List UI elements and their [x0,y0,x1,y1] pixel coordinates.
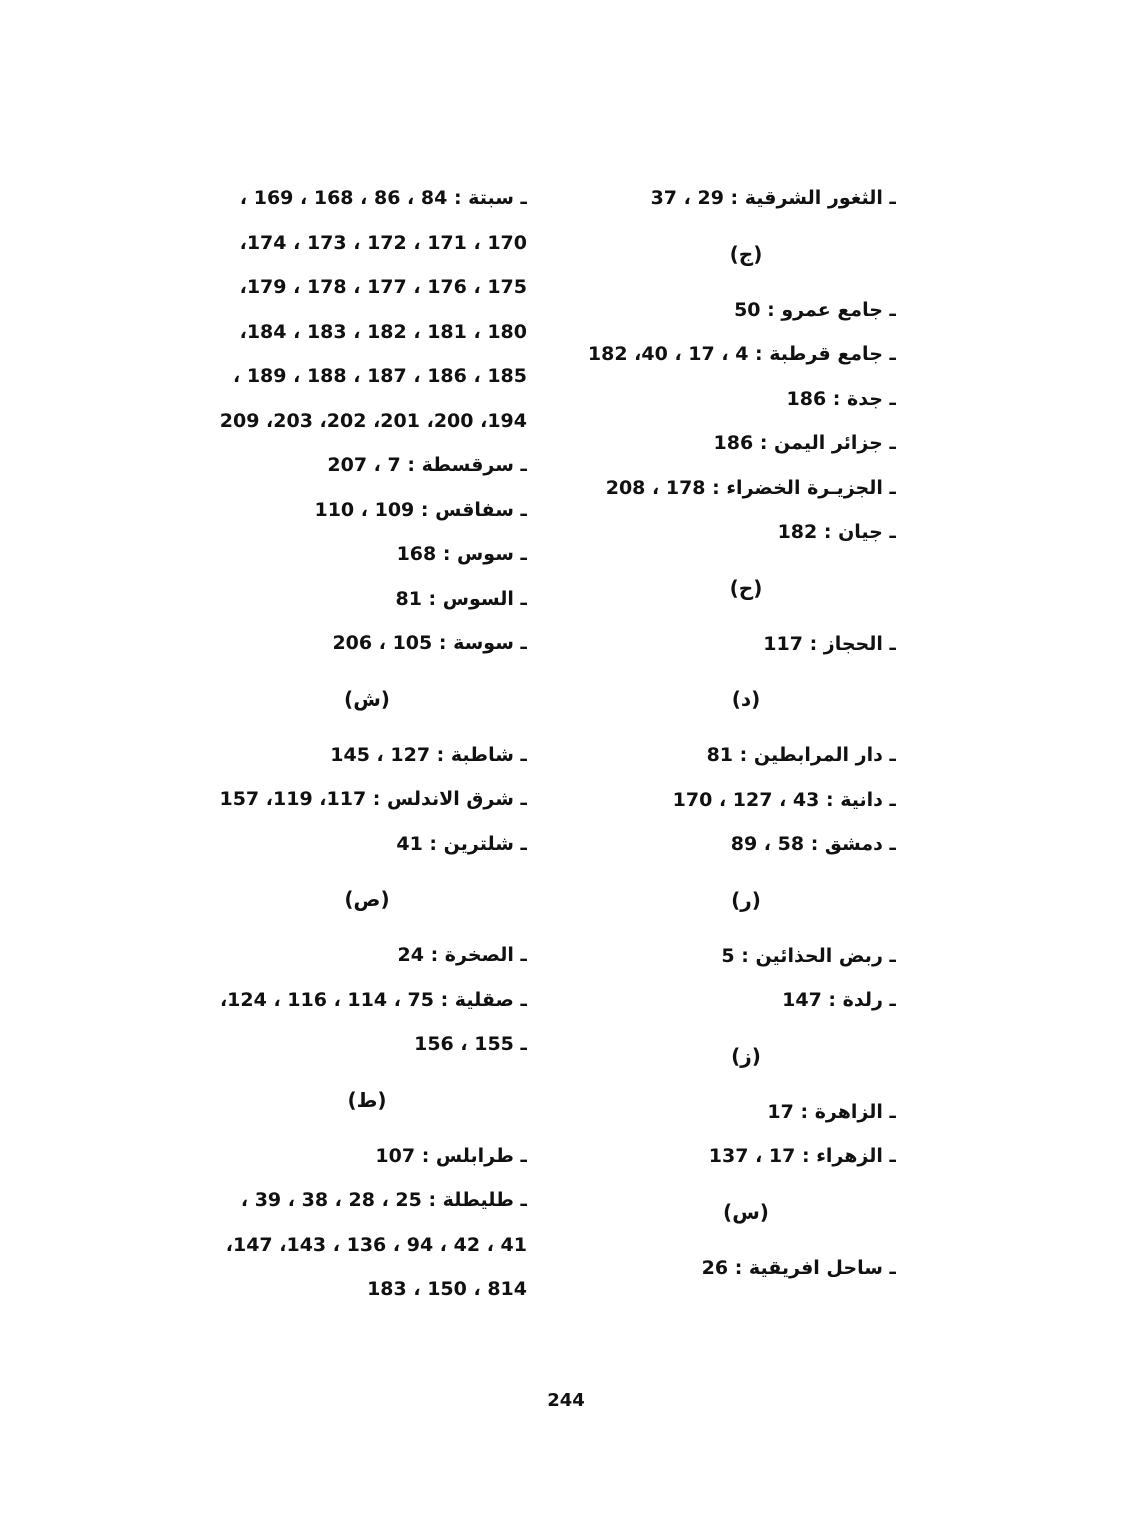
letter-heading-dal: (د) [731,687,761,711]
letter-heading-sad: (ص) [344,887,390,911]
letter-heading-sin: (س) [723,1199,769,1224]
index-entry: ـ شاطبة : 127 ، 145 [330,743,527,766]
index-entry: ـ جزائر اليمن : 186 [713,432,896,454]
index-entry: ـ دمشق : 58 ، 89 [730,833,896,855]
index-entry: ـ الحجاز : 117 [763,632,896,655]
index-entry: ـ دار المرابطين : 81 [706,744,896,766]
index-entry: 170 ، 171 ، 172 ، 173 ، 174، [239,231,527,254]
index-entry: ـ السوس : 81 [395,587,527,610]
index-column-left [87,176,527,1312]
page-number: 244 [547,1390,585,1411]
index-entry: ـ الثغور الشرقية : 29 ، 37 [650,187,896,209]
index-entry: ـ جامع عمرو : 50 [734,298,896,321]
letter-heading-ha: (ح) [729,575,763,600]
letter-heading-jim: (ج) [729,241,763,266]
letter-heading-ta: (ط) [347,1087,387,1112]
index-entry: ـ صقلية : 75 ، 114 ، 116 ، 124، [219,988,527,1011]
letter-heading-ra: (ر) [731,887,761,912]
index-entry: ـ سوسة : 105 ، 206 [332,632,527,654]
index-entry: ـ دانية : 43 ، 127 ، 170 [672,788,896,811]
index-entry: ـ الزهراء : 17 ، 137 [708,1145,896,1167]
index-entry: ـ سوس : 168 [396,543,527,565]
index-entry: ـ رلدة : 147 [782,989,896,1011]
index-entry: ـ جدة : 186 [786,387,896,410]
letter-heading-zay: (ز) [731,1043,761,1068]
index-entry: ـ 155 ، 156 [414,1033,527,1055]
index-entry: ـ شلترين : 41 [396,832,527,855]
index-entry: 180 ، 181 ، 182 ، 183 ، 184، [239,320,527,343]
index-entry: ـ الجزيـرة الخضراء : 178 ، 208 [605,476,896,499]
index-entry: ـ سفاقس : 109 ، 110 [314,498,527,521]
index-entry: ـ شرق الاندلس : 117، 119، 157 [219,788,527,810]
index-entry: ـ سبتة : 84 ، 86 ، 168 ، 169 ، [239,187,527,209]
index-entry: ـ الصخرة : 24 [397,944,527,966]
index-entry: ـ ربض الحذائين : 5 [721,944,896,967]
index-entry: ـ الزاهرة : 17 [767,1100,896,1123]
index-entry: 175 ، 176 ، 177 ، 178 ، 179، [239,276,527,298]
index-entry: 185 ، 186 ، 187 ، 188 ، 189 ، [232,365,527,387]
index-entry: ـ طليطلة : 25 ، 28 ، 38 ، 39 ، [240,1189,527,1211]
index-entry: ـ ساحل افريقية : 26 [701,1256,896,1279]
index-entry: ـ جيان : 182 [777,521,896,543]
index-entry: 41 ، 42 ، 94 ، 136 ، 143، 147، [225,1233,527,1256]
index-entry: 814 ، 150 ، 183 [367,1278,527,1300]
index-entry: ـ جامع قرطبة : 4 ، 17 ، 40، 182 [587,343,896,365]
index-entry: 194، 200، 201، 202، 203، 209 [219,409,527,432]
index-entry: ـ سرقسطة : 7 ، 207 [327,454,527,476]
letter-heading-shin: (ش) [344,686,390,711]
index-entry: ـ طرابلس : 107 [375,1144,527,1167]
index-column-right [476,176,896,1290]
